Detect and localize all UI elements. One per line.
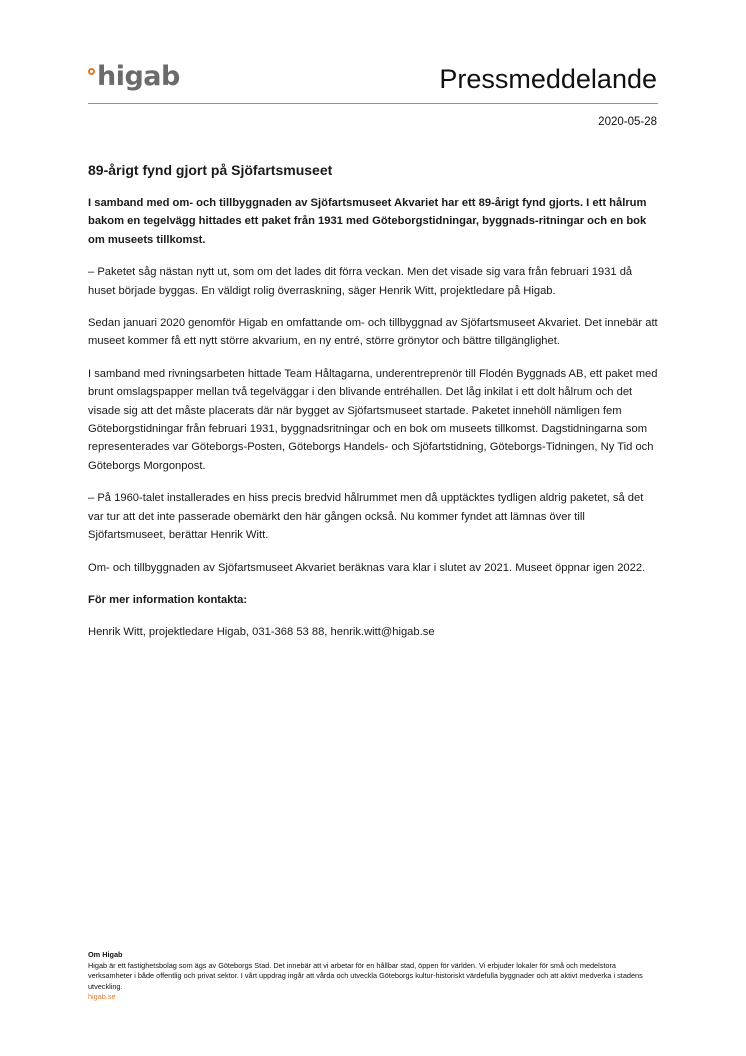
footer-website-link[interactable]: higab.se — [88, 992, 116, 1001]
higab-logo — [88, 62, 180, 92]
article-paragraph: – På 1960-talet installerades en hiss precis bredvid hålrummet men då upptäcktes tydligen aldrig paketet, så det var tur att det inte passerade obemärkt den här gången också. Nu kommer fyndet att lämnas över till Sjöfartsmuseet, berättar Henrik Witt. — [88, 492, 644, 542]
footer-text: Higab är ett fastighetsbolag som ägs av Göteborgs Stad. Det innebär att vi arbetar för en hållbar stad, öppen för världen. Vi erbjuder lokaler för små och medelstora verksamheter i både offentlig och privat sektor. I vårt uppdrag ingår att vårda och utveckla Göteborgs kultur-historiskt värdefulla byggnader och att aktivt medverka i stadens utveckling. — [88, 960, 643, 991]
document-type-title: Pressmeddelande — [439, 64, 657, 94]
footer-title: Om Higab — [88, 950, 123, 959]
article-headline: 89-årigt fynd gjort på Sjöfartsmuseet — [88, 162, 333, 178]
contact-heading: För mer information kontakta: — [88, 593, 248, 606]
article-paragraph: – Paketet såg nästan nytt ut, som om det lades dit förra veckan. Men det visade sig vara från februari 1931 då huset började byggas. En väldigt rolig överraskning, säger Henrik Witt, projektledare på Higab. — [88, 266, 633, 297]
article-body — [88, 160, 660, 642]
article-lead: I samband med om- och tillbyggnaden av Sjöfartsmuseet Akvariet har ett 89-årigt fynd gjorts. I ett hålrum bakom en tegelvägg hittades ett paket från 1931 med Göteborgstidningar, byggnads-ritningar och en bok om museets tillkomst. — [88, 197, 647, 246]
release-date: 2020-05-28 — [598, 116, 657, 128]
contact-line: Henrik Witt, projektledare Higab, 031-368 53 88, henrik.witt@higab.se — [88, 626, 435, 639]
logo-ring-icon — [88, 68, 95, 75]
article-paragraph: I samband med rivningsarbeten hittade Team Håltagarna, underentreprenör till Flodén Byggnads AB, ett paket med brunt omslagspapper mellan två tegelväggar i den blivande entréhallen. Det låg inkilat i ett dolt hålrum och det visade sig att det måste placerats där när bygget av Sjöfartsmuseet startade. Paketet innehöll nämligen fem Göteborgstidningar från februari 1931, byggnadsritningar och en bok om museets tillkomst. Dagstidningarna som representerades var Göteborgs-Posten, Göteborgs Handels- och Sjöfartstidning, Göteborgs-Tidningen, Ny Tid och Göteborgs Morgonpost. — [88, 367, 658, 472]
logo-text: higab — [97, 61, 180, 92]
article-paragraph: Om- och tillbyggnaden av Sjöfartsmuseet Akvariet beräknas vara klar i slutet av 2021. Museet öppnar igen 2022. — [88, 561, 646, 574]
header-divider — [88, 103, 658, 104]
about-higab-footer — [88, 950, 660, 1003]
article-paragraph: Sedan januari 2020 genomför Higab en omfattande om- och tillbyggnad av Sjöfartsmuseet Akvariet. Det innebär att museet kommer få ett nytt större akvarium, en ny entré, större grönytor och bättre tillgänglighet. — [88, 317, 658, 348]
